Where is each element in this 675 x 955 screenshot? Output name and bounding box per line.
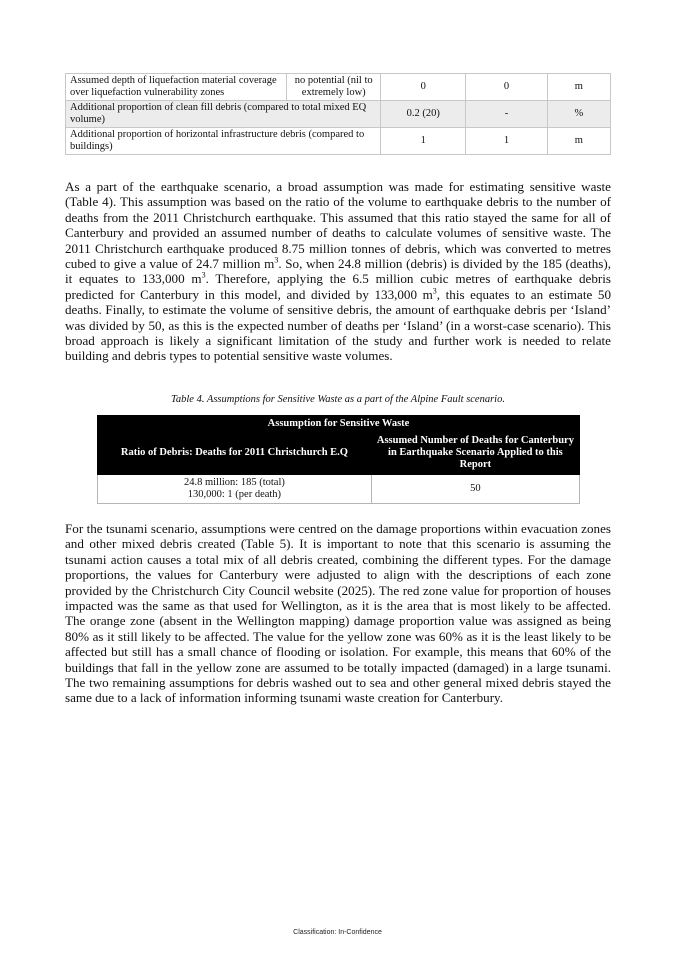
- tsunami-paragraph: For the tsunami scenario, assumptions were centred on the damage proportions within evacuation zones and other mixed debris created (Table 5). It is important to note that this scenario is assuming the tsunami action causes a total mix of all debris created, combining the different types. For the damage proportions, the values for Canterbury were adjusted to align with the descriptions of each zone provided by the Christchurch City Council website (2025). The red zone value for proportion of houses impacted was the same as that used for Wellington, as it is the area that is most likely to be affected. The orange zone (absent in the Wellington mapping) damage proportion value was assigned as being 80% as it still likely to be affected. The value for the yellow zone was 60% as it is the least likely to be affected but still has a small chance of flooding or isolation. For example, this means that 60% of the buildings that fall in the yellow zone are assumed to be totally impacted (damaged) in a large tsunami. The two remaining assumptions for debris washed out to sea and other general mixed debris stayed the same due to a lack of information informing tsunami waste creation for Canterbury.: [65, 521, 611, 706]
- ratio-per-death: 130,000: 1 (per death): [187, 489, 282, 500]
- table-title: Assumption for Sensitive Waste: [98, 416, 580, 432]
- table-cell: 0: [381, 74, 466, 101]
- table-row: [98, 475, 580, 504]
- table-cell: m: [547, 128, 610, 155]
- table-cell: 0.2 (20): [381, 101, 466, 128]
- table-cell: 1: [466, 128, 547, 155]
- assumptions-table-continued: [65, 73, 611, 155]
- table-cell: -: [466, 101, 547, 128]
- table-cell: Additional proportion of horizontal infrastructure debris (compared to buildings): [66, 128, 381, 155]
- column-header: Ratio of Debris: Deaths for 2011 Christchurch E.Q: [98, 432, 372, 475]
- table-row: [66, 128, 611, 155]
- table-row: [66, 74, 611, 101]
- classification-footer: Classification: In-Confidence: [293, 929, 382, 936]
- table-4-caption: Table 4. Assumptions for Sensitive Waste as a part of the Alpine Fault scenario.: [171, 394, 505, 405]
- table-cell: Assumed depth of liquefaction material coverage over liquefaction vulnerability zones: [66, 74, 287, 101]
- ratio-total: 24.8 million: 185 (total): [183, 477, 285, 488]
- table-row: [66, 101, 611, 128]
- column-header: Assumed Number of Deaths for Canterbury in Earthquake Scenario Applied to this Report: [371, 432, 579, 475]
- table-cell: [98, 475, 372, 504]
- table-header-row: [98, 432, 580, 475]
- table-title-row: [98, 416, 580, 432]
- table-cell: no potential (nil to extremely low): [287, 74, 381, 101]
- earthquake-paragraph: As a part of the earthquake scenario, a broad assumption was made for estimating sensitive waste (Table 4). This assumption was based on the ratio of the volume to earthquake debris to the number of deaths from the 2011 Christchurch earthquake. This assumed that this ratio stayed the same for all of Canterbury and provided an assumed number of deaths to calculate volumes of sensitive waste. The 2011 Christchurch earthquake produced 8.75 million tonnes of debris, which was converted to metres cubed to give a value of 24.7 million $m^3$. So, when 24.8 million (debris) is divided by the 185 (deaths), it equates to 133,000 $m^3$. Therefore, applying the 6.5 million cubic metres of earthquake debris predicted for Canterbury in this model, and divided by 133,000 $m^3$, this equates to an estimate 50 deaths. Finally, to estimate the volume of sensitive debris, the amount of earthquake debris per ‘Island’ was divided by 50, as this is the expected number of deaths per ‘Island’ (in a worst-case scenario). This broad approach is likely a significant limitation of the study and further work is needed to relate building and debris types to potential sensitive waste volumes.: [65, 179, 611, 364]
- sensitive-waste-table: [97, 415, 580, 504]
- table-cell: 0: [466, 74, 547, 101]
- table-cell: %: [547, 101, 610, 128]
- table-cell: Additional proportion of clean fill debris (compared to total mixed EQ volume): [66, 101, 381, 128]
- table-cell: m: [547, 74, 610, 101]
- table-cell: 50: [371, 475, 579, 504]
- table-cell: 1: [381, 128, 466, 155]
